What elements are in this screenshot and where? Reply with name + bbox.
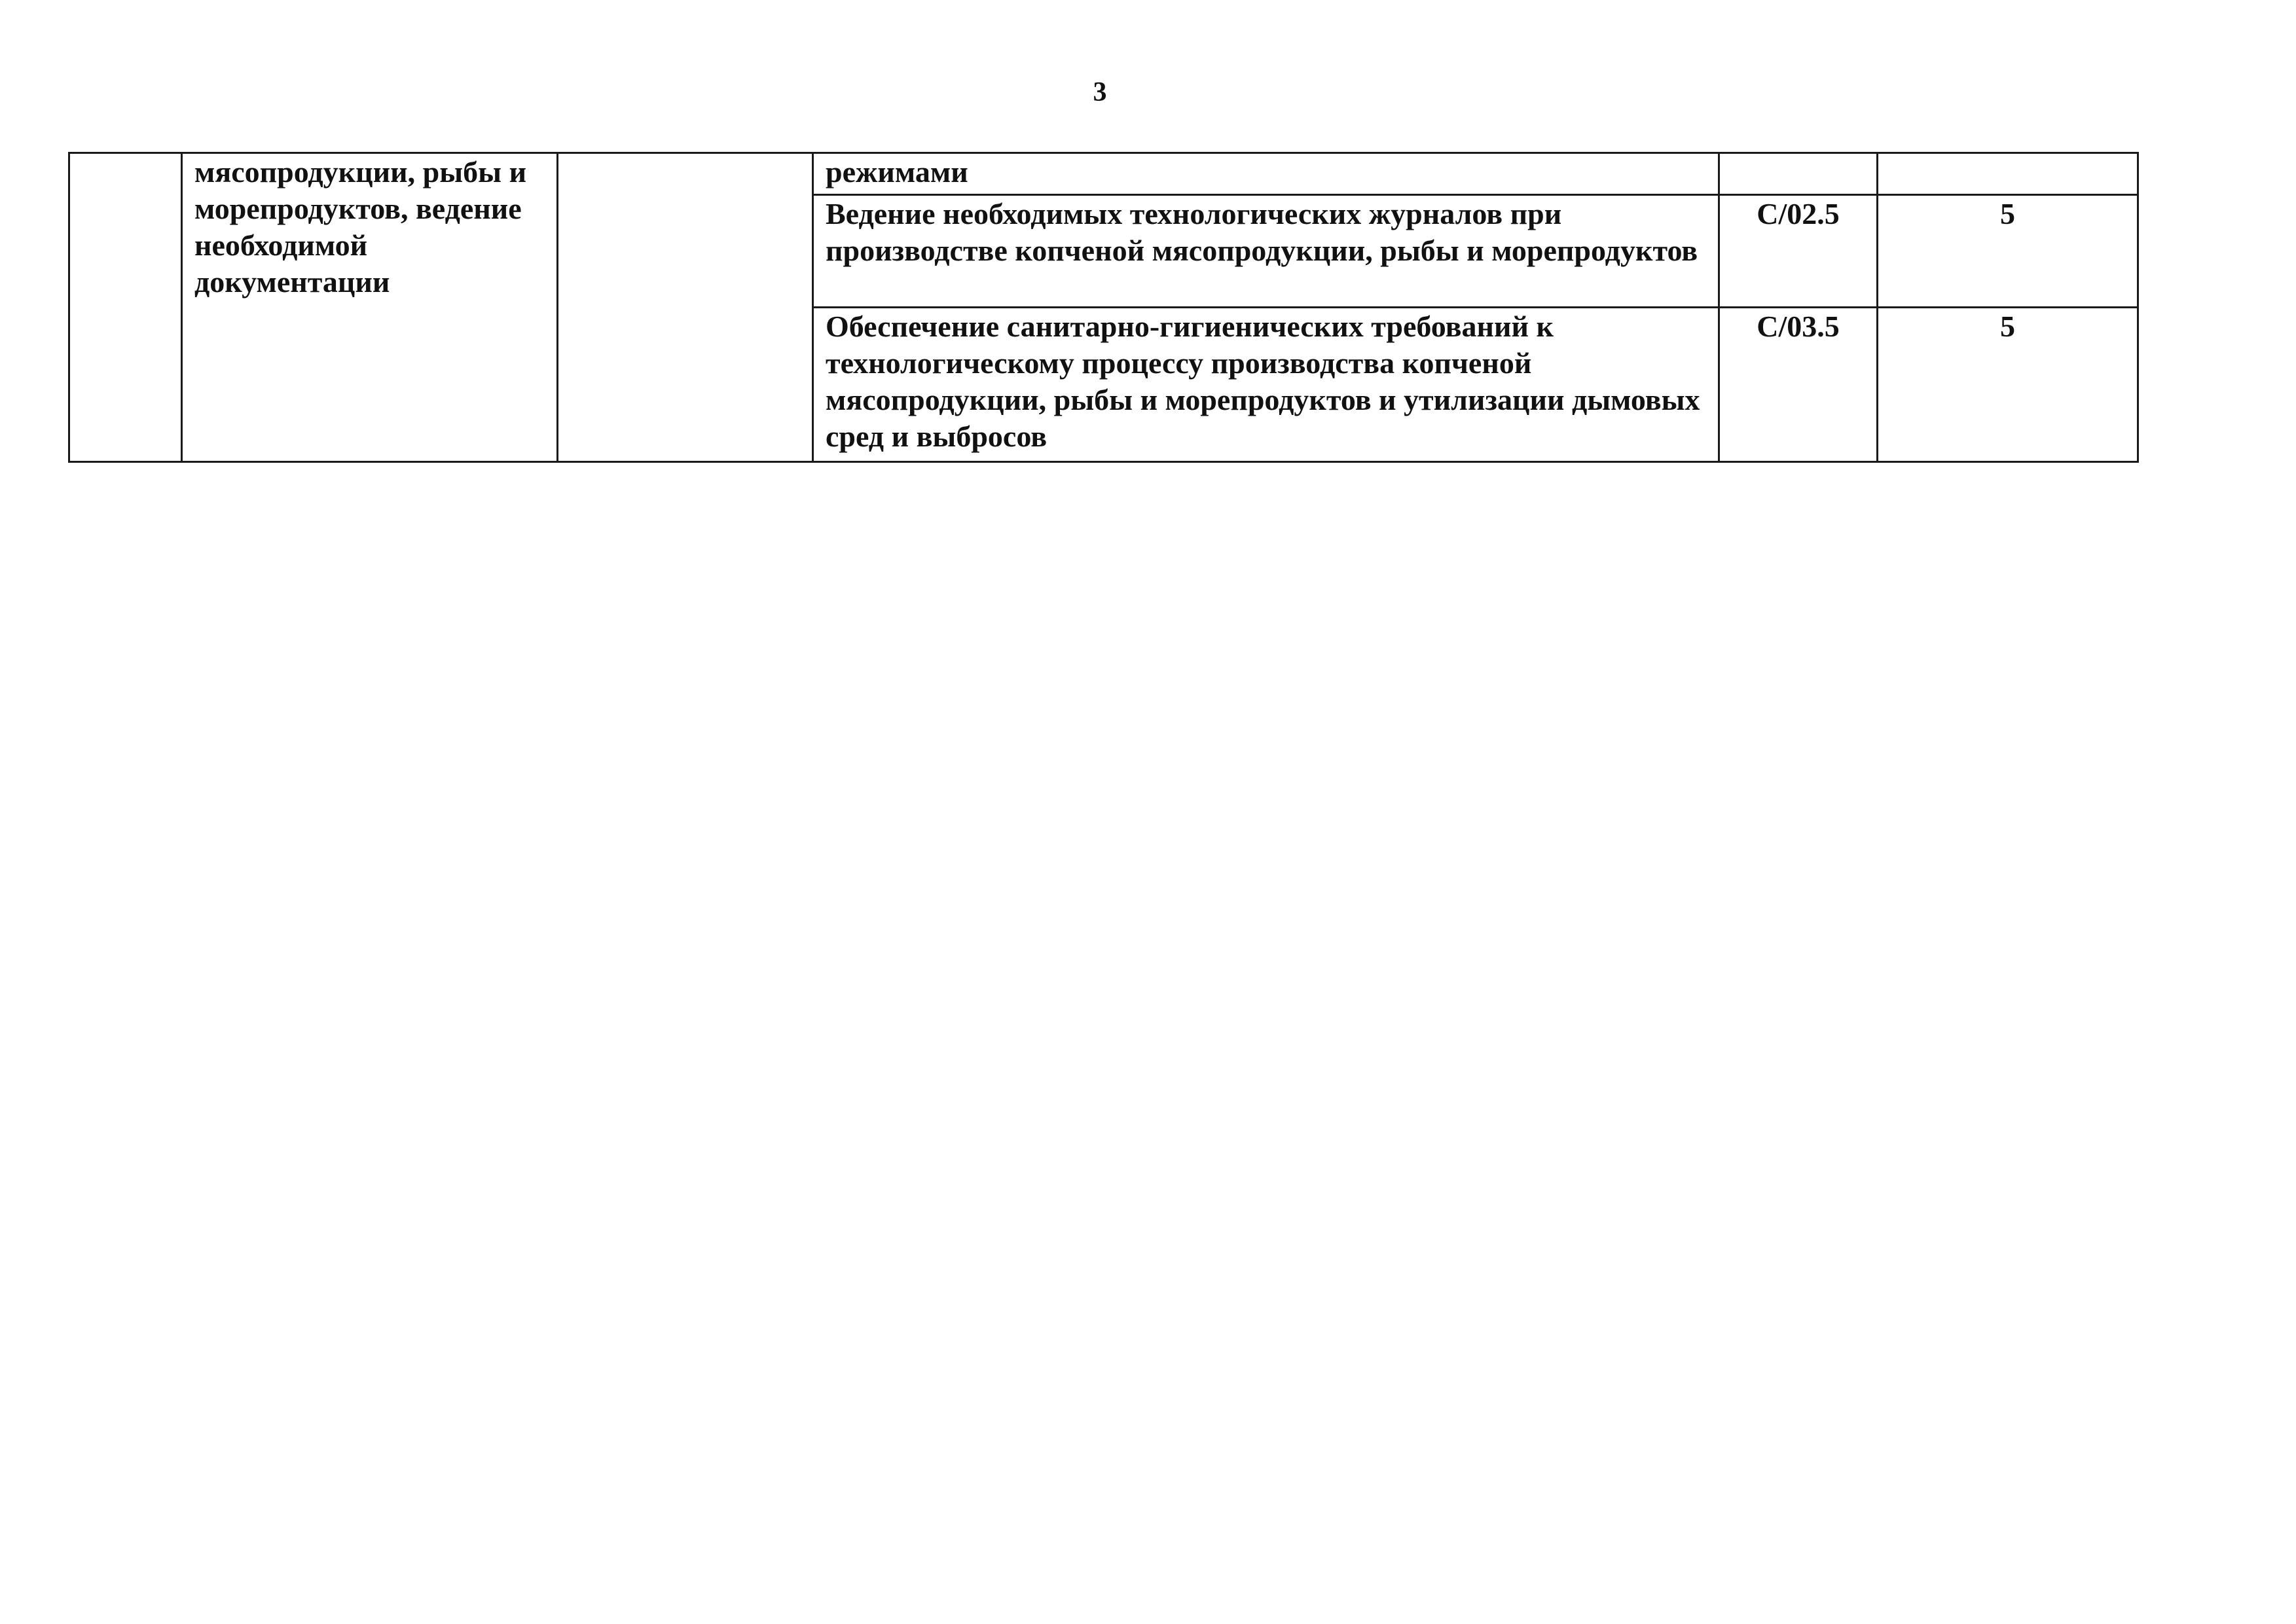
sublevel-cell [1878,153,2138,195]
table-row [69,153,2138,195]
qualification-table [68,152,2139,463]
code-cell-empty [69,153,182,462]
function-code-cell: С/03.5 [1719,308,1878,462]
function-code-cell: С/02.5 [1719,195,1878,308]
labor-function-cell: Обеспечение санитарно-гигиенических требований к технологическому процессу производства копченой мясопродукции, рыбы и морепродуктов и утилизации дымовых сред и выбросов [813,308,1719,462]
labor-function-cell: режимами [813,153,1719,195]
sublevel-cell: 5 [1878,195,2138,308]
page-number: 3 [1093,77,1107,107]
generalized-function-cell: мясопродукции, рыбы и морепродуктов, ведение необходимой документации [182,153,558,462]
sublevel-cell: 5 [1878,308,2138,462]
qualification-level-cell-empty [558,153,813,462]
labor-function-cell: Ведение необходимых технологических журналов при производстве копченой мясопродукции, рыбы и морепродуктов [813,195,1719,308]
function-code-cell [1719,153,1878,195]
